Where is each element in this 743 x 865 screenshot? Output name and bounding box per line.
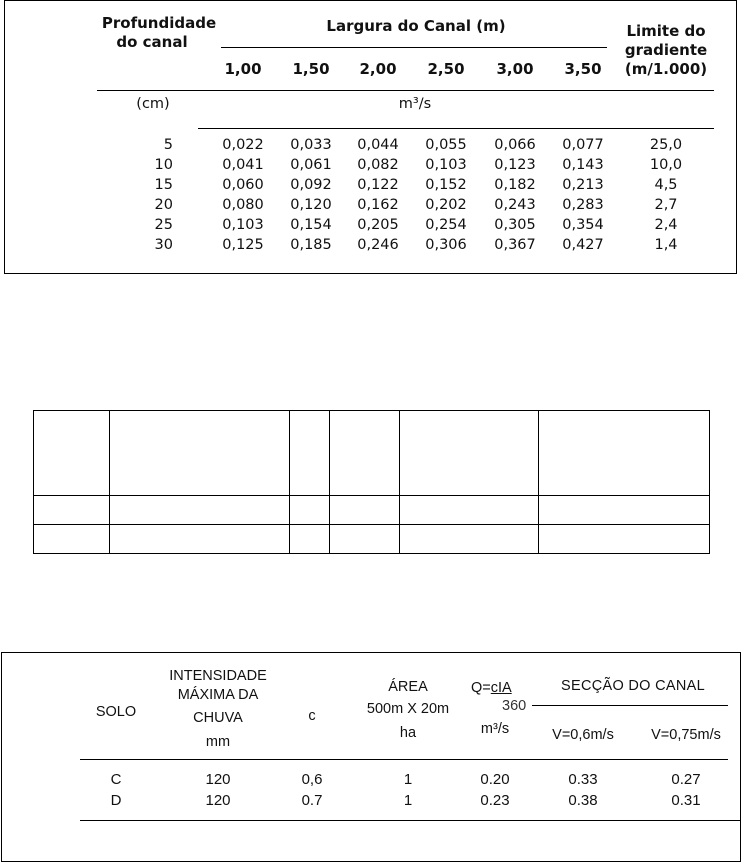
q-formula: [471, 679, 512, 698]
solo-cell: C: [110, 771, 122, 788]
grid-cell: [34, 524, 110, 553]
flow-value: 0,103: [222, 217, 264, 233]
empty-grid-table: [33, 410, 710, 554]
gradient-header-line2: gradiente: [624, 41, 708, 59]
intensity-header-line3: CHUVA: [193, 710, 243, 726]
depth-value: 5: [163, 137, 173, 153]
width-col-2: 1,50: [292, 60, 330, 78]
empty-grid: [33, 410, 710, 554]
flow-value: 0,061: [290, 157, 332, 173]
grid-cell: [329, 411, 400, 496]
grid-cell: [289, 411, 329, 496]
flow-value: 0,205: [357, 217, 399, 233]
flow-value: 0,022: [222, 137, 264, 153]
solo-header: SOLO: [95, 704, 137, 720]
q-unit: m³/s: [480, 721, 510, 737]
v2-cell: 0.27: [671, 771, 701, 788]
gradient-limit-value: 10,0: [649, 157, 683, 173]
unit-rule: [198, 128, 714, 129]
flow-value: 0,123: [494, 157, 536, 173]
flow-value: 0,077: [562, 137, 604, 153]
depth-value: 20: [154, 197, 173, 213]
flow-value: 0,427: [562, 237, 604, 253]
grid-cell: [539, 495, 710, 524]
grid-cell: [109, 524, 289, 553]
gradient-header-line1: Limite do: [626, 22, 706, 40]
depth-value: 15: [154, 177, 173, 193]
v1-cell: 0.33: [568, 771, 598, 788]
q-cell: 0.20: [480, 771, 510, 788]
grid-cell: [329, 524, 400, 553]
flow-value: 0,080: [222, 197, 264, 213]
grid-cell: [289, 524, 329, 553]
area-header-line1: ÁREA: [388, 679, 428, 695]
width-col-5: 3,00: [496, 60, 534, 78]
grid-cell: [539, 411, 710, 496]
flow-value: 0,092: [290, 177, 332, 193]
flow-value: 0,120: [290, 197, 332, 213]
flow-value: 0,305: [494, 217, 536, 233]
area-header-line3: ha: [399, 725, 417, 741]
grid-cell: [109, 411, 289, 496]
depth-value: 25: [154, 217, 173, 233]
flow-value: 0,041: [222, 157, 264, 173]
flow-value: 0,033: [290, 137, 332, 153]
depth-header-line1: Profundidade: [101, 14, 217, 32]
flow-value: 0,122: [357, 177, 399, 193]
width-col-4: 2,50: [427, 60, 465, 78]
section-header: SECÇÃO DO CANAL: [561, 678, 705, 694]
flow-value: 0,246: [357, 237, 399, 253]
q-numerator: cIA: [490, 680, 512, 696]
flow-value: 0,243: [494, 197, 536, 213]
depth-value: 30: [154, 237, 173, 253]
width-header: Largura do Canal (m): [326, 17, 506, 35]
intensity-cell: 120: [205, 771, 231, 788]
flow-value: 0,152: [425, 177, 467, 193]
header-rule: [97, 90, 714, 91]
flow-value: 0,367: [494, 237, 536, 253]
gradient-limit-value: 25,0: [649, 137, 683, 153]
flow-value: 0,044: [357, 137, 399, 153]
depth-header-line2: do canal: [116, 33, 188, 51]
flow-value: 0,055: [425, 137, 467, 153]
table-row: [34, 495, 710, 524]
flow-unit: m³/s: [398, 96, 432, 112]
grid-cell: [289, 495, 329, 524]
width-header-rule: [221, 47, 607, 48]
depth-unit: (cm): [136, 96, 170, 112]
area-cell: 1: [403, 771, 413, 788]
canal-section-table: [1, 652, 741, 862]
grid-cell: [400, 411, 539, 496]
flow-value: 0,354: [562, 217, 604, 233]
section-rule: [532, 705, 728, 706]
grid-cell: [34, 411, 110, 496]
grid-cell: [400, 495, 539, 524]
q-prefix: Q=: [471, 680, 491, 696]
flow-value: 0,103: [425, 157, 467, 173]
flow-value: 0,283: [562, 197, 604, 213]
table-row: [34, 411, 710, 496]
flow-value: 0,185: [290, 237, 332, 253]
c-cell: 0,6: [301, 771, 323, 788]
v1-cell: 0.38: [568, 792, 598, 809]
intensity-header-line2: MÁXIMA DA: [177, 687, 259, 703]
grid-cell: [400, 524, 539, 553]
gradient-limit-value: 2,7: [654, 197, 678, 213]
c-cell: 0.7: [301, 792, 323, 809]
table-row: [34, 524, 710, 553]
gradient-header-line3: (m/1.000): [624, 60, 708, 78]
solo-cell: D: [110, 792, 122, 809]
flow-value: 0,125: [222, 237, 264, 253]
width-col-6: 3,50: [564, 60, 602, 78]
gradient-limit-value: 2,4: [654, 217, 678, 233]
depth-value: 10: [154, 157, 173, 173]
width-col-3: 2,00: [359, 60, 397, 78]
flow-value: 0,143: [562, 157, 604, 173]
width-col-1: 1,00: [224, 60, 262, 78]
bottom-rule: [80, 820, 740, 821]
header-rule: [80, 759, 728, 760]
flow-value: 0,066: [494, 137, 536, 153]
gradient-limit-value: 4,5: [654, 177, 678, 193]
flow-value: 0,254: [425, 217, 467, 233]
c-header: c: [308, 708, 316, 724]
flow-value: 0,154: [290, 217, 332, 233]
grid-cell: [109, 495, 289, 524]
flow-value: 0,182: [494, 177, 536, 193]
gradient-limit-value: 1,4: [654, 237, 678, 253]
flow-value: 0,082: [357, 157, 399, 173]
flow-value: 0,202: [425, 197, 467, 213]
intensity-header-line4: mm: [205, 734, 231, 750]
intensity-header-line1: INTENSIDADE: [169, 668, 267, 684]
grid-cell: [34, 495, 110, 524]
q-cell: 0.23: [480, 792, 510, 809]
flow-value: 0,306: [425, 237, 467, 253]
q-denominator: 360: [502, 698, 527, 714]
v2-cell: 0.31: [671, 792, 701, 809]
area-header-line2: 500m X 20m: [366, 701, 450, 717]
intensity-cell: 120: [205, 792, 231, 809]
area-cell: 1: [403, 792, 413, 809]
flow-value: 0,060: [222, 177, 264, 193]
grid-cell: [539, 524, 710, 553]
canal-flow-table: [4, 0, 737, 274]
flow-value: 0,162: [357, 197, 399, 213]
flow-value: 0,213: [562, 177, 604, 193]
v2-header: V=0,75m/s: [651, 727, 721, 743]
v1-header: V=0,6m/s: [552, 727, 614, 743]
grid-cell: [329, 495, 400, 524]
